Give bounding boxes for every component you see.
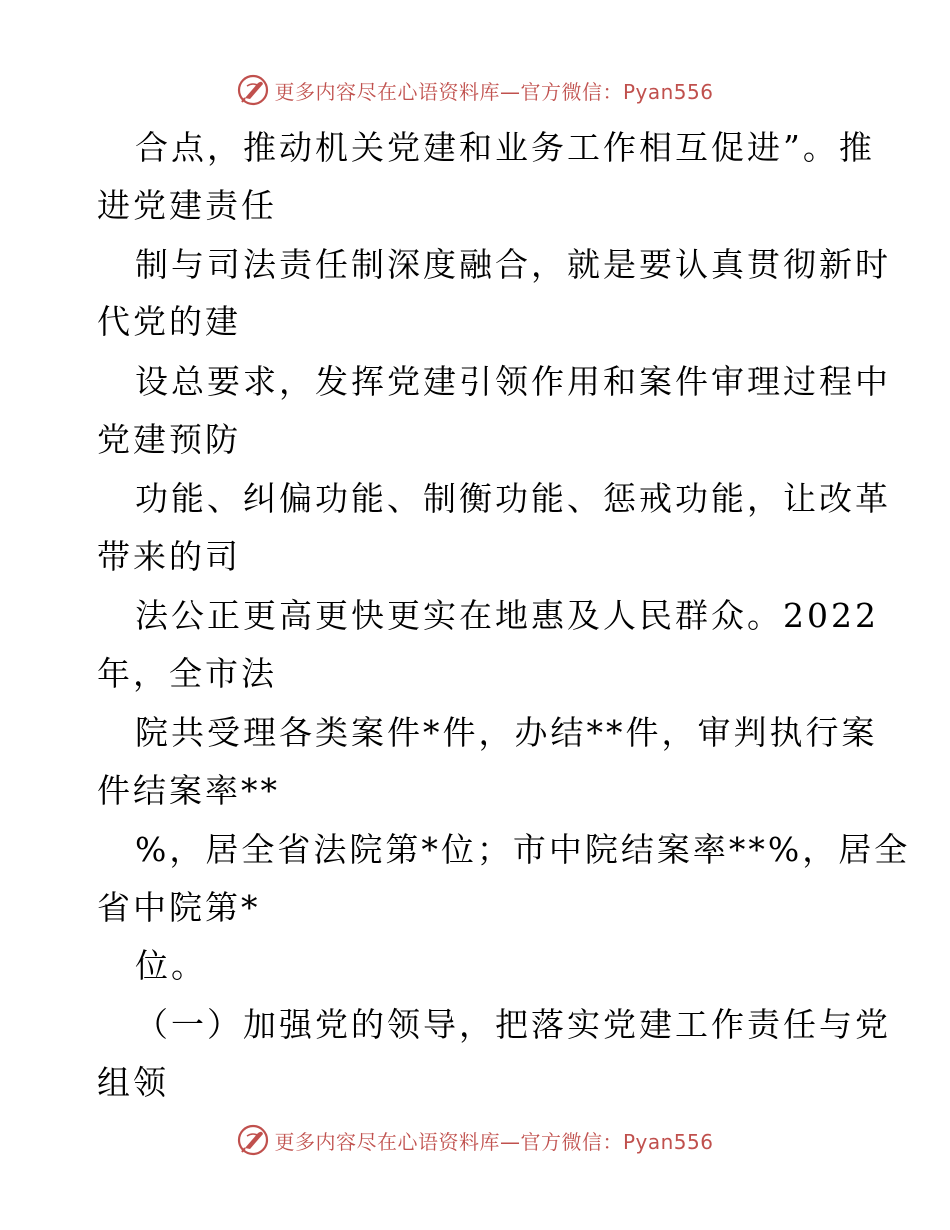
text-line-10: 年，全市法 (97, 654, 277, 693)
text-line-15: 位。 (135, 946, 207, 985)
text-line-11: 院共受理各类案件*件，办结**件，审判执行案 (135, 713, 878, 752)
footer-watermark (0, 1120, 950, 1160)
text-line-13: %，居全省法院第*位；市中院结案率**%，居全 (135, 830, 911, 869)
watermark-text: 更多内容尽在心语资料库—官方微信：Pyan556 (274, 79, 714, 104)
text-line-14: 省中院第* (97, 888, 261, 927)
text-line-17: 组领 (97, 1063, 169, 1102)
watermark-text: 更多内容尽在心语资料库—官方微信：Pyan556 (274, 1129, 714, 1154)
text-line-5: 设总要求，发挥党建引领作用和案件审理过程中 (135, 362, 891, 401)
text-line-16: （一）加强党的领导，把落实党建工作责任与党 (135, 1005, 891, 1044)
text-line-12: 件结案率** (97, 771, 280, 810)
quill-pen-logo-icon (236, 1123, 270, 1157)
text-line-1: 合点，推动机关党建和业务工作相互促进”。推 (135, 128, 875, 167)
text-line-2: 进党建责任 (97, 186, 277, 225)
text-line-3: 制与司法责任制深度融合，就是要认真贯彻新时 (135, 245, 891, 284)
text-line-9: 法公正更高更快更实在地惠及人民群众。2022 (135, 596, 879, 635)
text-line-6: 党建预防 (97, 420, 241, 459)
text-line-8: 带来的司 (97, 537, 241, 576)
text-line-4: 代党的建 (97, 302, 241, 341)
text-line-7: 功能、纠偏功能、制衡功能、惩戒功能，让改革 (135, 479, 891, 518)
